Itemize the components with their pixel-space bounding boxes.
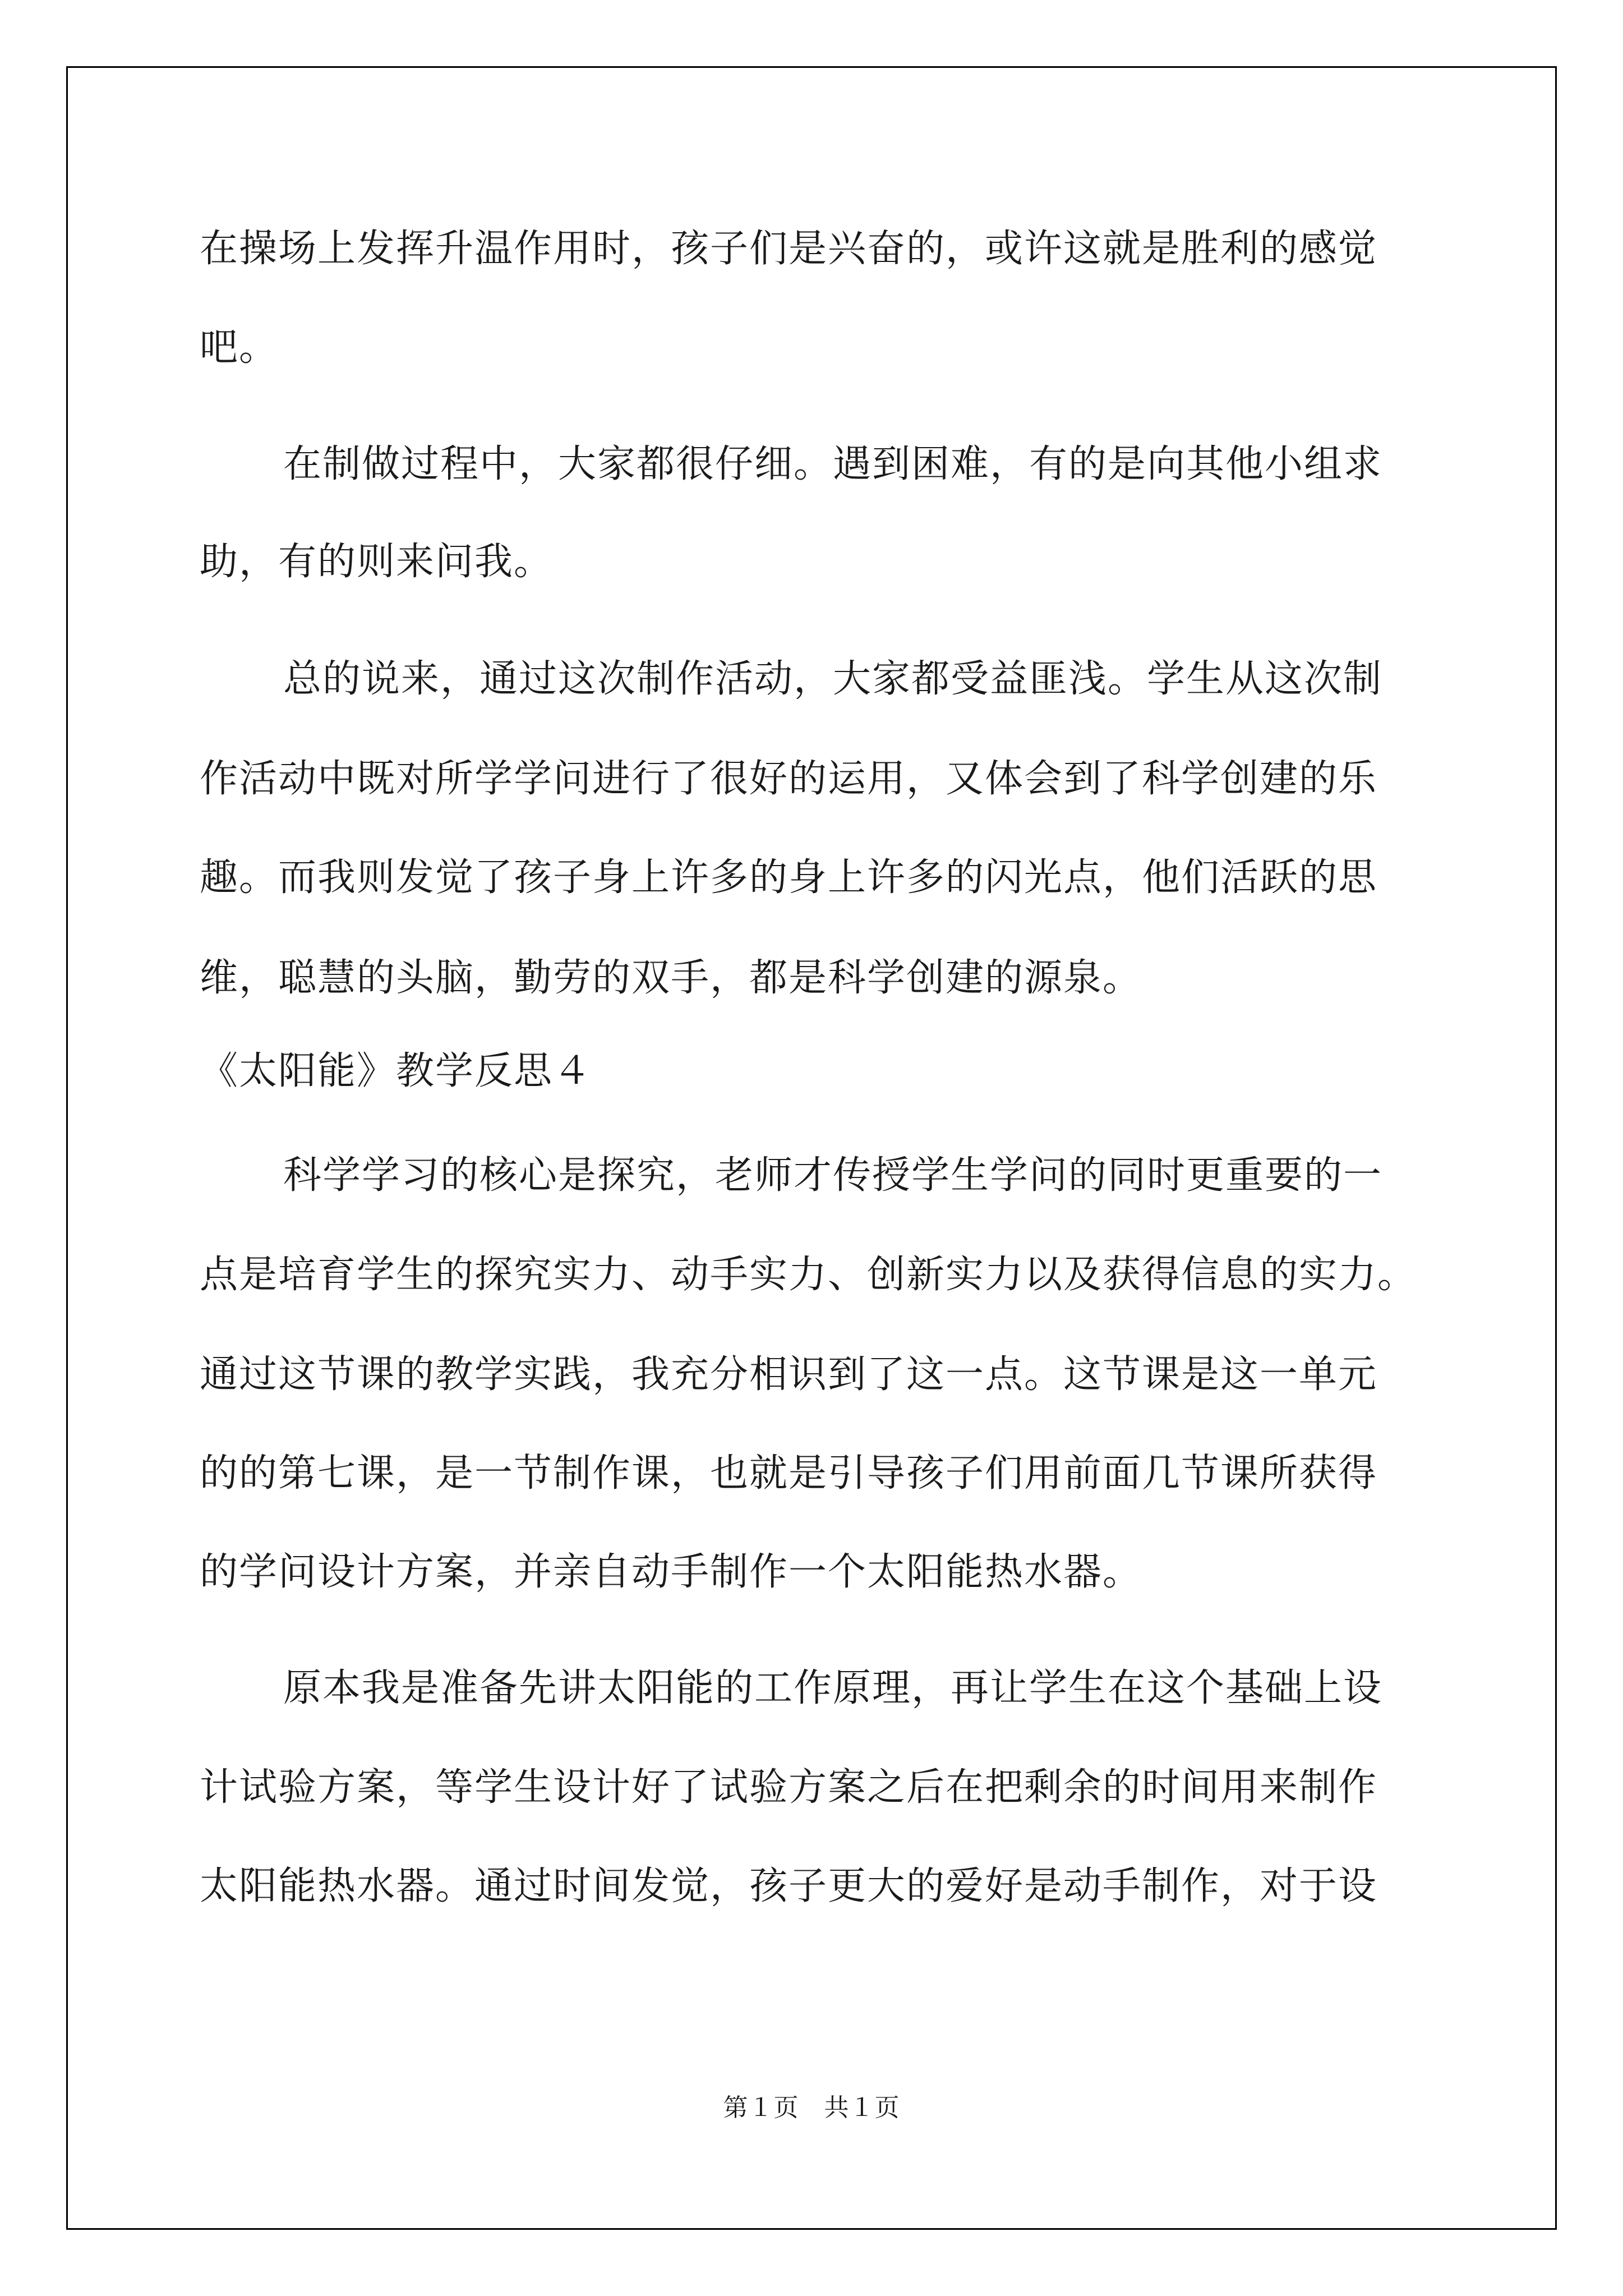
page-number-footer: 第１页 共１页 [723, 2093, 900, 2122]
body-text-line: 在操场上发挥升温作用时，孩子们是兴奋的，或许这就是胜利的感觉 [200, 227, 1378, 271]
body-text-line: 吧。 [200, 325, 279, 370]
body-text-line: 趣。而我则发觉了孩子身上许多的身上许多的闪光点，他们活跃的思 [200, 855, 1378, 900]
paragraph-first-line: 总的说来，通过这次制作活动，大家都受益匪浅。学生从这次制 [283, 657, 1383, 701]
body-text-line: 作活动中既对所学学问进行了很好的运用，又体会到了科学创建的乐 [200, 757, 1378, 801]
section-heading: 《太阳能》教学反思４ [200, 1049, 593, 1093]
body-text-line: 计试验方案，等学生设计好了试验方案之后在把剩余的时间用来制作 [200, 1765, 1378, 1810]
body-text-line: 的学问设计方案，并亲自动手制作一个太阳能热水器。 [200, 1550, 1142, 1594]
body-text-line: 维，聪慧的头脑，勤劳的双手，都是科学创建的源泉。 [200, 956, 1142, 1000]
body-text-line: 的的第七课，是一节制作课，也就是引导孩子们用前面几节课所获得 [200, 1451, 1378, 1496]
paragraph-first-line: 在制做过程中，大家都很仔细。遇到困难，有的是向其他小组求 [283, 442, 1383, 486]
body-text-line: 通过这节课的教学实践，我充分相识到了这一点。这节课是这一单元 [200, 1352, 1378, 1397]
paragraph-first-line: 科学学习的核心是探究，老师才传授学生学问的同时更重要的一 [283, 1153, 1383, 1198]
body-text-line: 太阳能热水器。通过时间发觉，孩子更大的爱好是动手制作，对于设 [200, 1864, 1378, 1908]
body-text-line: 点是培育学生的探究实力、动手实力、创新实力以及获得信息的实力。 [200, 1253, 1417, 1297]
body-text-line: 助，有的则来问我。 [200, 540, 554, 584]
paragraph-first-line: 原本我是准备先讲太阳能的工作原理，再让学生在这个基础上设 [283, 1666, 1383, 1710]
